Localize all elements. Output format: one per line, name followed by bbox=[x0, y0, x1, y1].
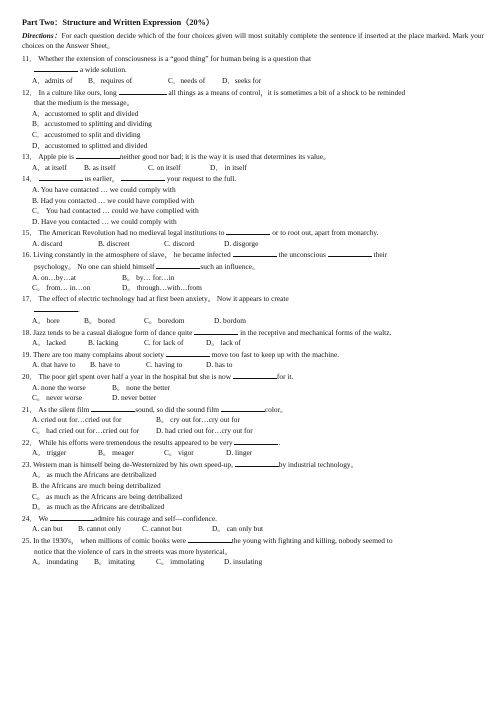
option-d[interactable]: D。 through…with…from bbox=[122, 283, 202, 293]
question-18: 18. Jazz tends to be a casual dialogue form of dance quite in the receptive and mechanical forms of the waltz. A。 lacked B. lacking C. for lack of D。 lack of bbox=[22, 327, 392, 348]
option-a[interactable]: A. can but bbox=[32, 524, 63, 534]
answer-blank bbox=[221, 404, 265, 412]
question-24: 24． We admire his courage and self—confidence. A. can but B. cannot only C. cannot but D。 can only but bbox=[22, 513, 264, 534]
option-b[interactable]: B. Had you contacted … we could have complied with bbox=[32, 195, 195, 205]
option-d[interactable]: D. never better bbox=[112, 393, 157, 403]
question-13: 13． Apple pie is neither good nor bad; it is the way it is used that determines its value。 A．at itself B. as itself C. on itself D． in itself bbox=[22, 152, 331, 172]
question-20: 20． The poor girl spent over half a year in the hospital but she is now for it. A. none the worse B。 none the better C。 never worse D. never better bbox=[22, 372, 294, 403]
answer-blank bbox=[188, 535, 232, 543]
question-21: 21． As the silent film sound, so did the sound film color。 A. cried out for…cried out for B。 cry out for…cry out for C。 had cried out for…cried out for D. had cried out for…cry out for bbox=[22, 404, 288, 435]
option-b[interactable]: B. discreet bbox=[98, 238, 130, 248]
section-title: Part Two：Structure and Written Expression（20%） bbox=[22, 18, 214, 27]
answer-blank bbox=[166, 349, 210, 357]
option-c[interactable]: C。 as much as the Africans are being detribalized bbox=[32, 491, 183, 501]
option-d[interactable]: D. Have you contacted … we could comply with bbox=[32, 216, 177, 226]
question-16: 16. Living constantly in the atmosphere of slave， he became infected the unconscious their psychology。 No one can shield himself such an influence。 A. on…by…at B。 by… for…in C。 from… in…on D。 through…with…from bbox=[22, 250, 388, 293]
option-a[interactable]: A. that have to bbox=[32, 360, 76, 370]
option-c[interactable]: C。 never worse bbox=[32, 393, 83, 403]
option-d[interactable]: D. bordom bbox=[214, 316, 247, 326]
option-d[interactable]: D．accustomed to splitted and divided bbox=[32, 140, 148, 150]
question-19: 19. There are too many complains about society move too fast to keep up with the machine. A. that have to B. have to C. having to D. has to bbox=[22, 349, 340, 370]
answer-blank bbox=[156, 261, 200, 269]
question-23: 23. Western man is himself being de-Westernized by his own speed-up, by industrial technology。 A。 as much the Africans are detribalized B. the Africans are much being detribalized C。 as much as the Africans are being detribalized D。 as much as the Africans are detribalized bbox=[22, 459, 484, 513]
question-14: 14． us earlier， your request to the full. A. You have contacted … we could comply with B. Had you contacted … we could have complied with C． You had contacted … could we have complied with D. Have you contacted … we could comply with bbox=[22, 173, 484, 227]
option-c[interactable]: C。 had cried out for…cried out for bbox=[32, 425, 140, 435]
option-d[interactable]: D. has to bbox=[206, 360, 233, 370]
option-c[interactable]: C。 immolating bbox=[156, 557, 205, 567]
answer-blank bbox=[235, 459, 279, 467]
question-25: 25. In the 1930's， when millions of comic books were the young with fighting and killing, nobody seemed to notice that the violence of cars in the streets was more hysterical。 A。 inundating B。 imitating C。 immolating D. insulating bbox=[22, 535, 393, 567]
option-d[interactable]: D. insulating bbox=[224, 557, 263, 567]
option-d[interactable]: D．seeks for bbox=[222, 75, 262, 85]
option-a[interactable]: A。 trigger bbox=[32, 448, 67, 458]
directions-label: Directions： bbox=[22, 30, 62, 40]
answer-blank bbox=[233, 371, 277, 379]
answer-blank bbox=[50, 513, 94, 521]
option-c[interactable]: C. on itself bbox=[148, 162, 181, 172]
question-22: 22． While his efforts were tremendous the results appeared to be very . A。 trigger B。 meager C。 vigor D. linger bbox=[22, 437, 281, 458]
question-15: 15． The American Revolution had no medieval legal institutions to or to root out, apart from monarchy. A. discard B. discreet C. discord D. disgorge bbox=[22, 228, 379, 248]
option-b[interactable]: B。 cry out for…cry out for bbox=[156, 415, 240, 425]
answer-blank bbox=[194, 327, 238, 335]
option-d[interactable]: D. disgorge bbox=[224, 238, 259, 248]
option-c[interactable]: C．needs of bbox=[168, 75, 206, 85]
answer-blank bbox=[121, 173, 165, 181]
option-c[interactable]: C． You had contacted … could we have complied with bbox=[32, 206, 199, 216]
answer-blank bbox=[119, 87, 167, 95]
option-b[interactable]: B。 bored bbox=[84, 316, 115, 326]
option-c[interactable]: C. cannot but bbox=[142, 524, 182, 534]
option-b[interactable]: B。 meager bbox=[98, 448, 134, 458]
answer-blank bbox=[233, 249, 277, 257]
option-c[interactable]: C。 from… in…on bbox=[32, 283, 91, 293]
option-b[interactable]: B．requires of bbox=[88, 75, 133, 85]
option-a[interactable]: A。 inundating bbox=[32, 557, 79, 567]
option-b[interactable]: B. have to bbox=[90, 360, 121, 370]
option-a[interactable]: A．accustomed to split and divided bbox=[32, 108, 139, 118]
option-b[interactable]: B. the Africans are much being detribalized bbox=[32, 480, 161, 490]
question-12: 12． In a culture like ours, long all things as a means of control，it is sometimes a bit of a shock to be reminded that the medium is the message。 A．accustomed to split and divided B．accustomed to splitting and dividing C．accustomed to split and dividing D．accustomed to splitted and divided bbox=[22, 87, 484, 152]
option-a[interactable]: A。 lacked bbox=[32, 338, 66, 348]
option-a[interactable]: A. You have contacted … we could comply with bbox=[32, 184, 176, 194]
option-d[interactable]: D。 can only but bbox=[212, 524, 264, 534]
option-b[interactable]: B. lacking bbox=[88, 338, 119, 348]
question-17: 17． The effect of electric technology had at first been anxiety。 Now it appears to create . A。 bore B。 bored C。 boredom D. bordom bbox=[22, 293, 289, 326]
option-b[interactable]: B。 imitating bbox=[94, 557, 135, 567]
option-d[interactable]: D. linger bbox=[226, 448, 253, 458]
option-b[interactable]: B。 by… for…in bbox=[122, 272, 175, 282]
option-a[interactable]: A. cried out for…cried out for bbox=[32, 415, 122, 425]
answer-blank bbox=[328, 249, 372, 257]
option-d[interactable]: D。 as much as the Africans are detribalized bbox=[32, 502, 165, 512]
answer-blank bbox=[34, 64, 78, 72]
option-d[interactable]: D. had cried out for…cry out for bbox=[156, 425, 253, 435]
option-a[interactable]: A。 bore bbox=[32, 316, 60, 326]
answer-blank bbox=[39, 173, 83, 181]
option-a[interactable]: A. none the worse bbox=[32, 382, 86, 392]
option-a[interactable]: A。 as much the Africans are detribalized bbox=[32, 470, 157, 480]
option-b[interactable]: B. cannot only bbox=[78, 524, 122, 534]
option-c[interactable]: C. having to bbox=[146, 360, 183, 370]
option-a[interactable]: A．admits of bbox=[32, 75, 73, 85]
option-c[interactable]: C。 vigor bbox=[164, 448, 194, 458]
option-b[interactable]: B. as itself bbox=[84, 162, 116, 172]
option-a[interactable]: A. on…by…at bbox=[32, 272, 76, 282]
answer-blank bbox=[226, 227, 270, 235]
directions bbox=[22, 31, 484, 52]
directions-text: For each question decide which of the four choices given will most suitably complete the sentence if inserted at the place marked. Mark your choices on the Answer Sheet。 bbox=[22, 30, 484, 51]
option-c[interactable]: C。 boredom bbox=[144, 316, 185, 326]
option-b[interactable]: B。 none the better bbox=[112, 382, 171, 392]
option-a[interactable]: A．at itself bbox=[32, 162, 67, 172]
answer-blank bbox=[91, 404, 135, 412]
option-c[interactable]: C. discord bbox=[164, 238, 195, 248]
option-b[interactable]: B．accustomed to splitting and dividing bbox=[32, 119, 152, 129]
option-d[interactable]: D． in itself bbox=[210, 162, 247, 172]
option-c[interactable]: C．accustomed to split and dividing bbox=[32, 129, 141, 139]
option-a[interactable]: A. discard bbox=[32, 238, 63, 248]
question-11: 11． Whether the extension of consciousness is a “good thing” for human being is a question that a wide solution. A．admits of B．requires of C．needs of D．seeks for bbox=[22, 53, 312, 85]
answer-blank bbox=[34, 304, 78, 312]
option-d[interactable]: D。 lack of bbox=[206, 338, 241, 348]
answer-blank bbox=[76, 151, 120, 159]
answer-blank bbox=[234, 437, 278, 445]
option-c[interactable]: C. for lack of bbox=[144, 338, 184, 348]
